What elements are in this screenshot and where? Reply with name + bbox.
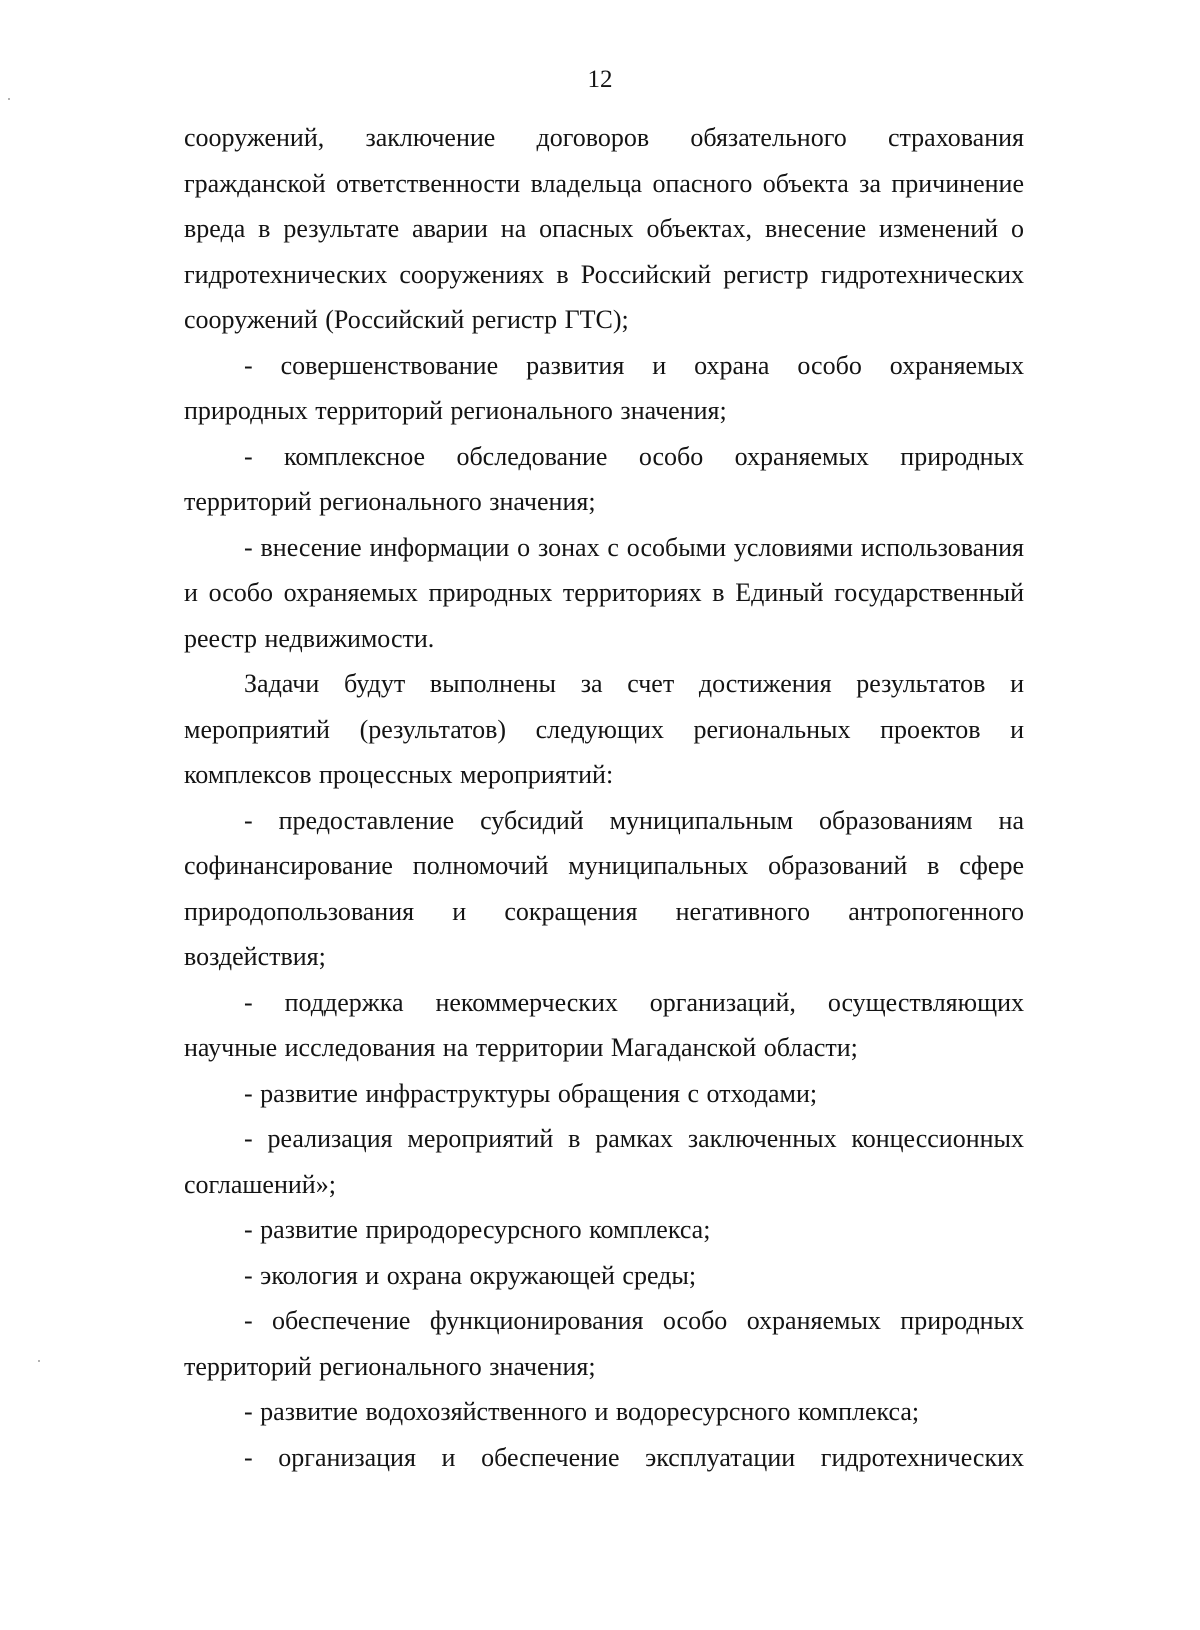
scan-speck xyxy=(38,1360,40,1362)
list-item-subsidies: - предоставление субсидий муниципальным образованиям на софинансирование полномочий муниципальных образований в сфере природопользования и сокращения негативного антропогенного воздействия; xyxy=(184,805,1024,971)
list-item-protected-areas-operation: - обеспечение функционирования особо охраняемых природных территорий регионального значения; xyxy=(184,1306,1024,1381)
list-item-protected-areas-development: - совершенствование развития и охрана особо охраняемых природных территорий регионального значения; xyxy=(184,350,1024,425)
list-item-natural-resources-complex: - развитие природоресурсного комплекса; xyxy=(244,1215,711,1244)
document-body xyxy=(184,115,1024,1480)
list-item-water-complex: - развитие водохозяйственного и водоресурсного комплекса; xyxy=(244,1397,920,1426)
list-item-protected-areas-survey: - комплексное обследование особо охраняемых природных территорий регионального значения; xyxy=(184,441,1024,516)
paragraph-tasks: Задачи будут выполнены за счет достижения результатов и мероприятий (результатов) следующих региональных проектов и комплексов процессных мероприятий: xyxy=(184,669,1024,789)
list-item-concession-agreements: - реализация мероприятий в рамках заключенных концессионных соглашений»; xyxy=(184,1124,1024,1199)
list-item-waste-infrastructure: - развитие инфраструктуры обращения с отходами; xyxy=(244,1078,818,1108)
list-item-registry-information: - внесение информации о зонах с особыми условиями использования и особо охраняемых природных территориях в Единый государственный реестр недвижимости. xyxy=(184,532,1024,653)
list-item-hydraulic-structures: - организация и обеспечение эксплуатации гидротехнических xyxy=(244,1442,1024,1472)
list-item-nonprofit-support: - поддержка некоммерческих организаций, осуществляющих научные исследования на территории Магаданской области; xyxy=(184,987,1024,1062)
list-item-ecology: - экология и охрана окружающей среды; xyxy=(244,1260,697,1290)
paragraph-continuation: сооружений, заключение договоров обязательного страхования гражданской ответственности владельца опасного объекта за причинение вреда в результате аварии на опасных объектах, внесение изменений о гидротехнических сооружениях в Российский регистр гидротехнических сооружений (Российский регистр ГТС); xyxy=(184,123,1024,334)
page-number: 12 xyxy=(587,66,613,93)
scan-speck xyxy=(8,98,10,100)
